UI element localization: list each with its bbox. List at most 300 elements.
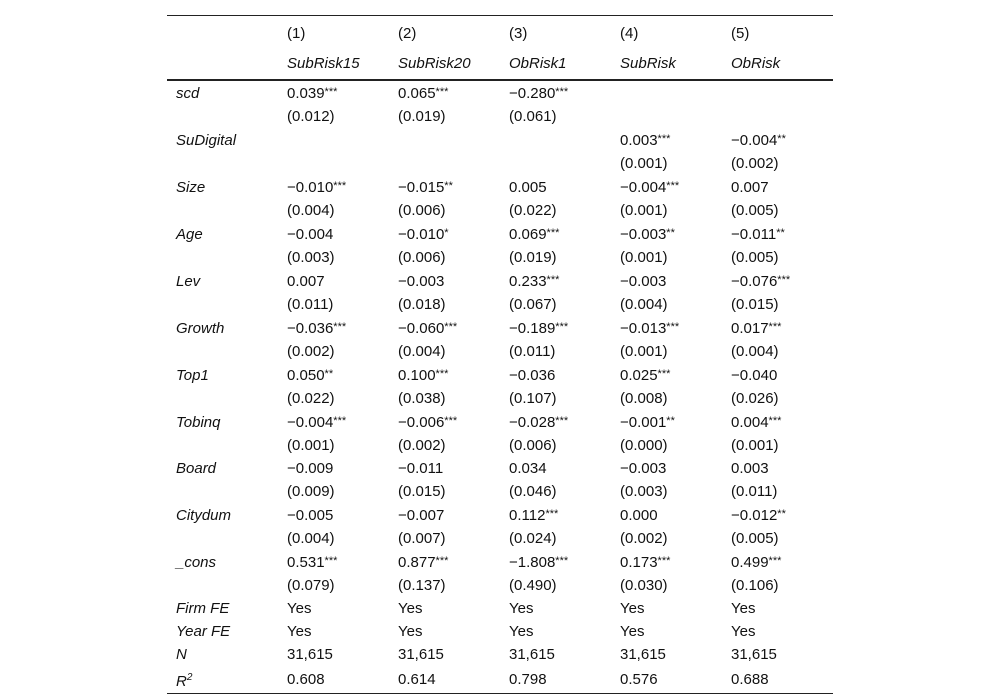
row-label: [167, 293, 278, 316]
table-cell: [389, 434, 500, 457]
table-cell: [278, 246, 389, 269]
table-body: [167, 80, 833, 694]
table-row: [167, 574, 833, 597]
row-label: [167, 620, 278, 643]
cell-value: −0.012: [731, 507, 778, 524]
table-cell: [611, 387, 722, 410]
cell-value: (0.002): [398, 437, 446, 454]
cell-value: 0.499: [731, 554, 769, 571]
row-label: [167, 527, 278, 550]
cell-value: −0.003: [620, 272, 667, 290]
significance-stars: ***: [657, 133, 671, 145]
cell-value: Yes: [731, 623, 756, 640]
table-cell: [278, 550, 389, 574]
row-label-superscript: 2: [186, 672, 193, 683]
significance-stars: ***: [324, 86, 338, 98]
table-cell: [500, 527, 611, 550]
cell-value: (0.008): [620, 390, 668, 407]
cell-value: (0.490): [509, 577, 557, 594]
table-cell: [389, 222, 500, 246]
table-cell: [500, 550, 611, 574]
row-label: [167, 550, 278, 574]
row-label: [167, 269, 278, 293]
cell-value: (0.003): [287, 249, 335, 266]
table-cell: [278, 316, 389, 340]
row-label: [167, 175, 278, 199]
row-label-text: Growth: [176, 319, 225, 337]
cell-value: (0.004): [287, 530, 335, 547]
column-number: (2): [398, 25, 417, 42]
cell-value: (0.002): [620, 530, 668, 547]
dependent-variable-header: SubRisk15: [287, 55, 360, 72]
cell-value: 0.608: [287, 671, 325, 688]
cell-value: −0.010: [398, 226, 445, 243]
cell-value: (0.015): [731, 296, 779, 313]
table-cell: [389, 597, 500, 620]
table-cell: [278, 293, 389, 316]
cell-value: (0.022): [287, 390, 335, 407]
cell-value: (0.011): [509, 343, 556, 360]
row-label: [167, 480, 278, 503]
table-cell: [611, 152, 722, 175]
table-cell: [389, 410, 500, 434]
row-label: [167, 387, 278, 410]
table-cell: [500, 597, 611, 620]
cell-value: (0.019): [509, 249, 557, 266]
table-cell: [389, 503, 500, 527]
cell-value: 0.004: [731, 414, 769, 431]
table-cell: [611, 457, 722, 480]
cell-value: −0.011: [731, 226, 777, 243]
table-cell: [389, 105, 500, 128]
row-label: [167, 574, 278, 597]
table-cell: [611, 316, 722, 340]
cell-value: 31,615: [731, 646, 777, 663]
cell-value: −0.004: [731, 132, 778, 149]
cell-value: 0.025: [620, 367, 658, 384]
cell-value: −0.005: [287, 506, 334, 524]
cell-value: −0.040: [731, 366, 778, 384]
table-cell: [500, 410, 611, 434]
dependent-variable-header: ObRisk1: [509, 55, 567, 72]
table-cell: [389, 666, 500, 694]
table-cell: [722, 550, 833, 574]
cell-value: (0.024): [509, 530, 557, 547]
table-cell: [278, 643, 389, 666]
cell-value: (0.012): [287, 108, 335, 125]
table-cell: [722, 293, 833, 316]
table-cell: [389, 550, 500, 574]
row-label-text: Year FE: [176, 623, 231, 640]
header-corner: [167, 49, 278, 80]
cell-value: 0.017: [731, 320, 769, 337]
cell-value: 0.576: [620, 671, 658, 688]
cell-value: 0.614: [398, 671, 436, 688]
cell-value: 0.039: [287, 85, 325, 102]
cell-value: −0.060: [398, 320, 445, 337]
significance-stars: ***: [444, 321, 458, 333]
table-cell: [722, 152, 833, 175]
table-cell: [278, 128, 389, 152]
row-label: [167, 643, 278, 666]
table-cell: [500, 128, 611, 152]
table-cell: [500, 199, 611, 222]
table-cell: [500, 574, 611, 597]
significance-stars: **: [777, 508, 786, 520]
cell-value: 0.007: [287, 272, 325, 290]
table-cell: [389, 175, 500, 199]
table-cell: [722, 574, 833, 597]
row-label: [167, 80, 278, 105]
cell-value: 0.003: [731, 460, 769, 477]
cell-value: (0.009): [287, 483, 335, 500]
table-cell: [500, 246, 611, 269]
cell-value: (0.004): [287, 202, 335, 219]
table-cell: [722, 340, 833, 363]
cell-value: Yes: [398, 623, 423, 640]
cell-value: −0.010: [287, 179, 334, 196]
table-row: [167, 152, 833, 175]
cell-value: Yes: [620, 623, 645, 640]
table-cell: [500, 363, 611, 387]
cell-value: (0.004): [398, 343, 446, 360]
row-label-text: Citydum: [176, 506, 232, 524]
table-cell: [722, 363, 833, 387]
table-cell: [389, 80, 500, 105]
significance-stars: ***: [324, 555, 338, 567]
cell-value: (0.004): [620, 296, 668, 313]
cell-value: −0.011: [398, 460, 444, 477]
cell-value: (0.137): [398, 577, 446, 594]
cell-value: Yes: [398, 600, 423, 617]
row-label-text: Age: [176, 225, 203, 243]
cell-value: (0.004): [731, 343, 779, 360]
cell-value: (0.001): [620, 249, 668, 266]
significance-stars: ***: [657, 368, 671, 380]
dependent-variable-row: [167, 49, 833, 80]
table-cell: [722, 316, 833, 340]
table-cell: [389, 387, 500, 410]
cell-value: (0.038): [398, 390, 446, 407]
table-cell: [278, 480, 389, 503]
table-cell: [722, 457, 833, 480]
cell-value: −0.003: [620, 226, 667, 243]
table-cell: [500, 222, 611, 246]
table-row: [167, 269, 833, 293]
table-cell: [611, 410, 722, 434]
row-label: [167, 199, 278, 222]
cell-value: 0.050: [287, 367, 325, 384]
cell-value: 0.233: [509, 273, 547, 290]
significance-stars: ***: [546, 227, 560, 239]
table-cell: [611, 434, 722, 457]
significance-stars: ***: [435, 86, 449, 98]
cell-value: −0.015: [398, 179, 445, 196]
table-cell: [278, 620, 389, 643]
cell-value: 0.005: [509, 178, 547, 196]
table-cell: [278, 199, 389, 222]
cell-value: −0.280: [509, 85, 556, 102]
cell-value: (0.022): [509, 202, 557, 219]
cell-value: 31,615: [287, 646, 333, 663]
table-row: [167, 199, 833, 222]
cell-value: (0.003): [620, 483, 668, 500]
table-cell: [389, 128, 500, 152]
table-cell: [611, 620, 722, 643]
table-cell: [278, 666, 389, 694]
table-cell: [722, 410, 833, 434]
cell-value: (0.002): [731, 155, 779, 172]
cell-value: (0.000): [620, 437, 668, 454]
significance-stars: ***: [657, 555, 671, 567]
cell-value: −0.007: [398, 506, 445, 524]
cell-value: (0.018): [398, 296, 446, 313]
cell-value: −0.028: [509, 414, 556, 431]
cell-value: (0.005): [731, 530, 779, 547]
table-cell: [278, 105, 389, 128]
significance-stars: ***: [333, 321, 347, 333]
table-row: [167, 105, 833, 128]
table-cell: [278, 527, 389, 550]
table-row: [167, 457, 833, 480]
cell-value: 0.100: [398, 367, 436, 384]
cell-value: Yes: [509, 623, 534, 640]
dependent-variable-header: ObRisk: [731, 55, 781, 72]
table-row: [167, 387, 833, 410]
table-cell: [611, 269, 722, 293]
cell-value: (0.006): [509, 437, 557, 454]
table-cell: [278, 503, 389, 527]
cell-value: −0.001: [620, 414, 667, 431]
row-label-text: Board: [176, 460, 217, 477]
cell-value: (0.005): [731, 202, 779, 219]
significance-stars: **: [776, 227, 785, 239]
table-cell: [611, 597, 722, 620]
table-cell: [611, 80, 722, 105]
table-cell: [722, 269, 833, 293]
row-label: [167, 152, 278, 175]
table-cell: [278, 457, 389, 480]
significance-stars: ***: [444, 415, 458, 427]
cell-value: (0.107): [509, 390, 557, 407]
table-cell: [611, 293, 722, 316]
row-label: [167, 128, 278, 152]
cell-value: 0.065: [398, 85, 436, 102]
cell-value: 0.034: [509, 460, 547, 477]
row-label: [167, 666, 278, 694]
cell-value: 0.069: [509, 226, 547, 243]
significance-stars: *: [444, 227, 449, 239]
significance-stars: ***: [435, 555, 449, 567]
row-label: [167, 246, 278, 269]
cell-value: (0.007): [398, 530, 446, 547]
row-label-text: Top1: [176, 366, 209, 384]
table-row: [167, 80, 833, 105]
cell-value: (0.079): [287, 577, 335, 594]
cell-value: (0.046): [509, 483, 557, 500]
column-number-row: [167, 16, 833, 50]
row-label: [167, 105, 278, 128]
row-label-text: scd: [176, 84, 200, 102]
table-cell: [389, 316, 500, 340]
cell-value: 31,615: [509, 646, 555, 663]
table-cell: [389, 340, 500, 363]
cell-value: (0.019): [398, 108, 446, 125]
cell-value: −0.189: [509, 320, 556, 337]
table-cell: [611, 128, 722, 152]
table-cell: [611, 222, 722, 246]
cell-value: 0.531: [287, 554, 325, 571]
table-cell: [278, 387, 389, 410]
table-cell: [500, 666, 611, 694]
cell-value: (0.006): [398, 249, 446, 266]
column-number: (4): [620, 25, 639, 42]
cell-value: 0.112: [509, 507, 546, 524]
table-cell: [278, 175, 389, 199]
cell-value: −0.004: [287, 225, 334, 243]
table-cell: [389, 363, 500, 387]
row-label: [167, 363, 278, 387]
table-cell: [500, 480, 611, 503]
cell-value: −0.036: [287, 320, 334, 337]
cell-value: Yes: [731, 600, 756, 617]
column-number: (1): [287, 25, 306, 42]
cell-value: 0.688: [731, 671, 769, 688]
table-cell: [389, 246, 500, 269]
table-cell: [722, 503, 833, 527]
table-cell: [611, 340, 722, 363]
table-cell: [500, 105, 611, 128]
table-cell: [278, 363, 389, 387]
table-cell: [500, 293, 611, 316]
table-cell: [389, 199, 500, 222]
table-cell: [611, 246, 722, 269]
row-label-text: R: [176, 673, 187, 690]
significance-stars: **: [324, 368, 334, 380]
significance-stars: ***: [768, 555, 782, 567]
significance-stars: ***: [435, 368, 449, 380]
dependent-variable-header: SubRisk20: [398, 55, 471, 72]
cell-value: −0.004: [287, 414, 334, 431]
table-cell: [500, 316, 611, 340]
cell-value: (0.002): [287, 343, 335, 360]
cell-value: (0.106): [731, 577, 779, 594]
table-row: [167, 643, 833, 666]
table-cell: [722, 80, 833, 105]
significance-stars: ***: [555, 555, 569, 567]
table-cell: [611, 480, 722, 503]
table-cell: [611, 550, 722, 574]
table-cell: [611, 199, 722, 222]
column-number: (5): [731, 25, 750, 42]
cell-value: −0.013: [620, 320, 667, 337]
row-label-text: Tobinq: [176, 413, 221, 431]
table-cell: [722, 175, 833, 199]
table-row: [167, 597, 833, 620]
table-cell: [722, 246, 833, 269]
row-label-text: N: [176, 646, 187, 663]
table-row: [167, 550, 833, 574]
row-label: [167, 222, 278, 246]
cell-value: −0.076: [731, 273, 778, 290]
cell-value: (0.006): [398, 202, 446, 219]
table-cell: [389, 457, 500, 480]
cell-value: (0.005): [731, 249, 779, 266]
table-cell: [278, 597, 389, 620]
cell-value: 31,615: [620, 646, 666, 663]
significance-stars: **: [444, 180, 453, 192]
table-cell: [500, 434, 611, 457]
table-cell: [278, 152, 389, 175]
cell-value: −0.004: [620, 179, 667, 196]
header-corner: [167, 16, 278, 50]
cell-value: (0.061): [509, 108, 557, 125]
table-cell: [722, 387, 833, 410]
table-cell: [611, 527, 722, 550]
table-row: [167, 410, 833, 434]
table-row: [167, 503, 833, 527]
table-cell: [722, 527, 833, 550]
row-label: [167, 457, 278, 480]
cell-value: −0.003: [398, 272, 445, 290]
table-row: [167, 666, 833, 694]
table-row: [167, 175, 833, 199]
table-cell: [722, 643, 833, 666]
row-label: [167, 340, 278, 363]
table-cell: [722, 105, 833, 128]
significance-stars: ***: [333, 415, 347, 427]
cell-value: (0.001): [620, 202, 668, 219]
row-label-text: SuDigital: [176, 131, 237, 149]
cell-value: −0.006: [398, 414, 445, 431]
table-cell: [722, 199, 833, 222]
table-cell: [389, 152, 500, 175]
regression-table: [167, 15, 833, 694]
cell-value: (0.015): [398, 483, 446, 500]
table-cell: [278, 340, 389, 363]
cell-value: 31,615: [398, 646, 444, 663]
row-label: [167, 410, 278, 434]
column-number: (3): [509, 25, 528, 42]
table-cell: [389, 269, 500, 293]
table-cell: [500, 175, 611, 199]
significance-stars: ***: [555, 321, 569, 333]
table-cell: [278, 574, 389, 597]
cell-value: 0.007: [731, 178, 769, 196]
table-row: [167, 527, 833, 550]
cell-value: −0.009: [287, 460, 334, 477]
table-cell: [611, 105, 722, 128]
table-cell: [611, 643, 722, 666]
row-label-text: _cons: [176, 553, 217, 571]
table-cell: [611, 503, 722, 527]
table-row: [167, 246, 833, 269]
cell-value: Yes: [620, 600, 645, 617]
table-cell: [722, 434, 833, 457]
table-cell: [500, 269, 611, 293]
cell-value: (0.001): [287, 437, 335, 454]
significance-stars: ***: [555, 86, 569, 98]
table-cell: [389, 574, 500, 597]
cell-value: (0.011): [287, 296, 334, 313]
table-cell: [722, 222, 833, 246]
dependent-variable-header: SubRisk: [620, 55, 676, 72]
significance-stars: **: [666, 415, 675, 427]
cell-value: (0.001): [620, 343, 668, 360]
table-cell: [722, 620, 833, 643]
cell-value: (0.026): [731, 390, 779, 407]
cell-value: 0.000: [620, 506, 658, 524]
